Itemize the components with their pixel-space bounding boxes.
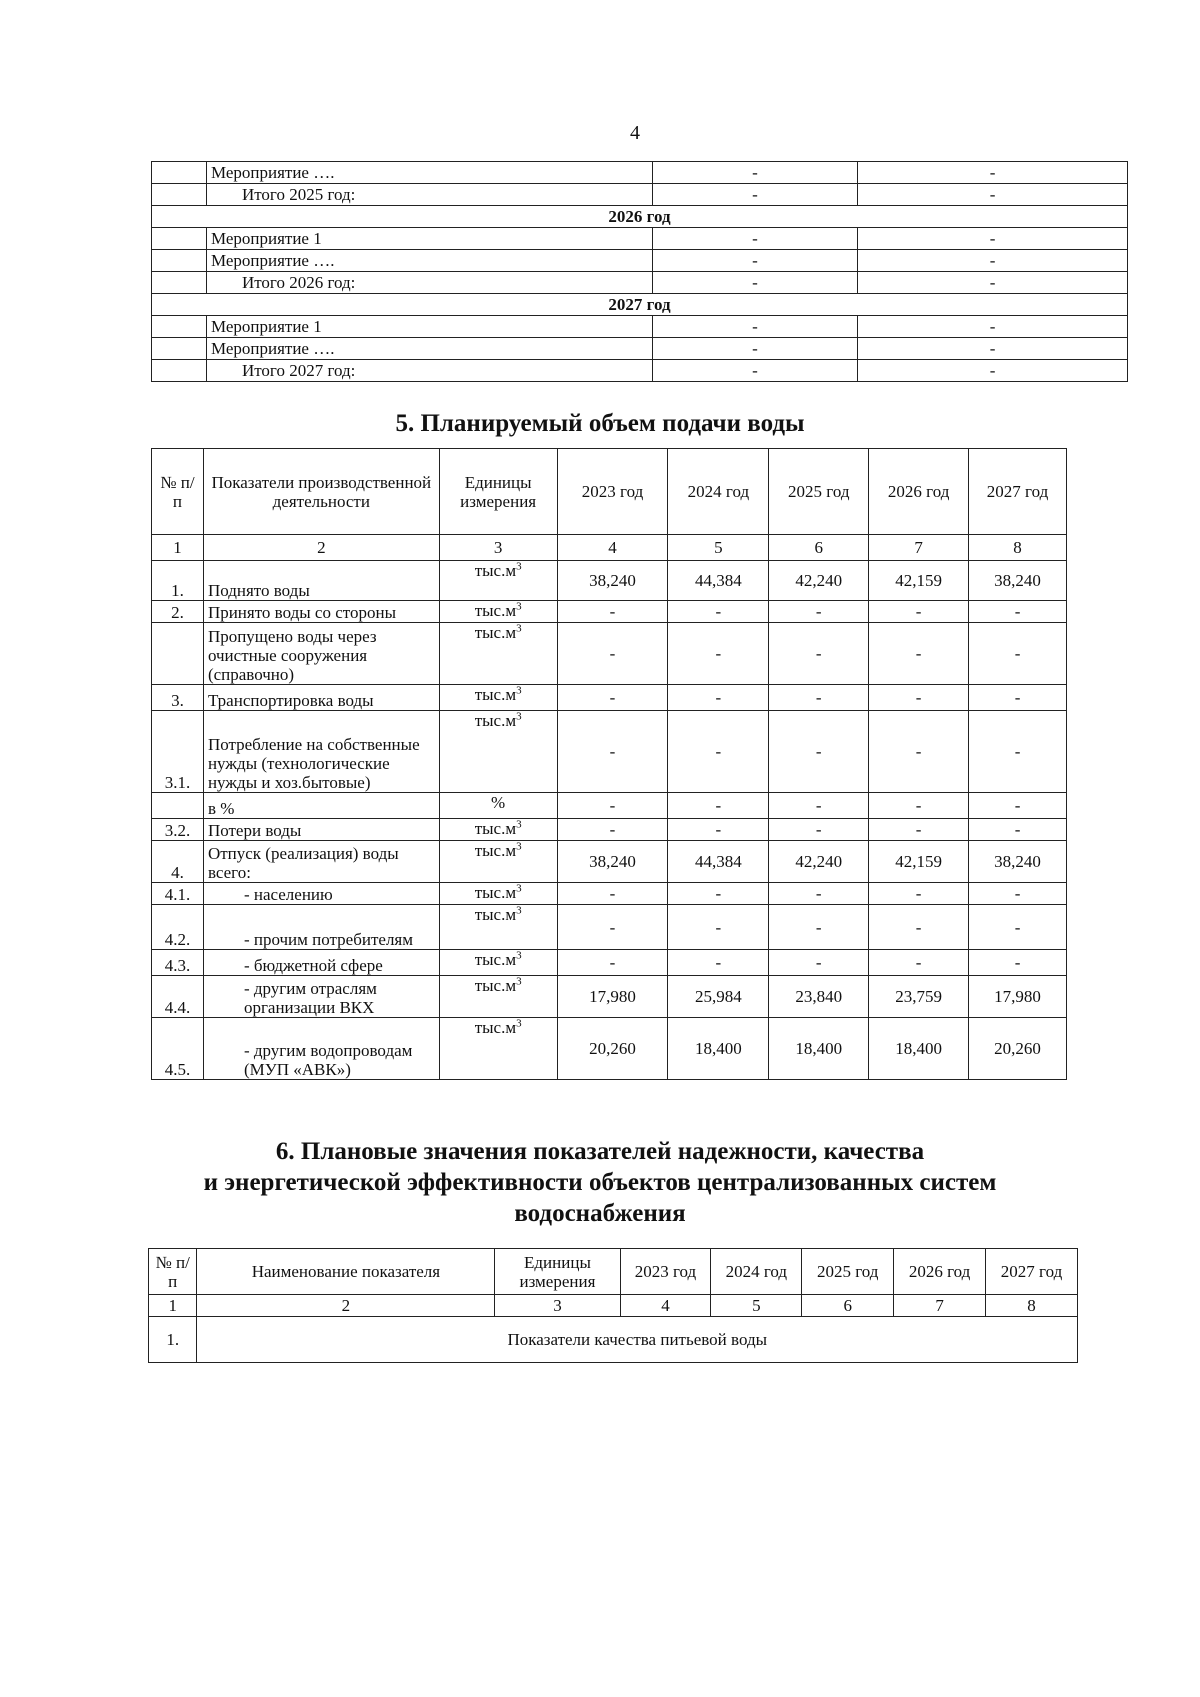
- value-cell: 38,240: [557, 561, 668, 601]
- value-cell: -: [652, 250, 858, 272]
- unit-text: тыс.м: [474, 685, 517, 704]
- value-cell: 18,400: [769, 1018, 869, 1080]
- value-cell: 23,840: [769, 976, 869, 1018]
- total-label: Итого 2026 год:: [206, 272, 652, 294]
- value-cell: 17,980: [557, 976, 668, 1018]
- row-number: 4.4.: [152, 976, 204, 1018]
- table-row: [152, 950, 1067, 976]
- water-supply-volume-table: [151, 448, 1067, 1080]
- row-number: 4.: [152, 841, 204, 883]
- value-cell: -: [668, 601, 769, 623]
- value-cell: 38,240: [969, 841, 1067, 883]
- header-2023: 2023 год: [620, 1249, 711, 1295]
- unit-cell: [439, 905, 557, 950]
- value-cell: -: [769, 793, 869, 819]
- value-cell: -: [969, 623, 1067, 685]
- value-cell: -: [969, 601, 1067, 623]
- table-row: [152, 841, 1067, 883]
- table-row: [152, 819, 1067, 841]
- empty-cell: [152, 338, 207, 360]
- empty-cell: [152, 184, 207, 206]
- empty-cell: [152, 316, 207, 338]
- value-cell: -: [557, 950, 668, 976]
- unit-cell: [439, 561, 557, 601]
- value-cell: -: [969, 793, 1067, 819]
- unit-text: %: [491, 793, 506, 812]
- row-number: 3.: [152, 685, 204, 711]
- column-number: 7: [869, 535, 969, 561]
- unit-cell: [439, 819, 557, 841]
- value-cell: 44,384: [668, 561, 769, 601]
- unit-text: тыс.м: [474, 601, 517, 620]
- table-row: [152, 316, 1128, 338]
- value-cell: -: [769, 685, 869, 711]
- empty-cell: [152, 250, 207, 272]
- unit-superscript: 3: [516, 904, 522, 917]
- header-indicator: Показатели производственной деятельности: [203, 449, 439, 535]
- indicator-name: Пропущено воды через очистные сооружения (справочно): [203, 623, 439, 685]
- unit-cell: [439, 711, 557, 793]
- column-number-row: [152, 535, 1067, 561]
- value-cell: -: [769, 711, 869, 793]
- unit-text: тыс.м: [474, 841, 517, 860]
- header-2026: 2026 год: [869, 449, 969, 535]
- header-2023: 2023 год: [557, 449, 668, 535]
- header-2025: 2025 год: [769, 449, 869, 535]
- value-cell: -: [869, 711, 969, 793]
- row-number: 2.: [152, 601, 204, 623]
- indicator-name: Транспортировка воды: [203, 685, 439, 711]
- table-row: [149, 1317, 1078, 1363]
- table-row: [152, 228, 1128, 250]
- header-2027: 2027 год: [986, 1249, 1078, 1295]
- header-no: № п/п: [152, 449, 204, 535]
- value-cell: 20,260: [557, 1018, 668, 1080]
- unit-superscript: 3: [516, 1017, 522, 1030]
- value-cell: -: [869, 905, 969, 950]
- measure-label: Мероприятие ….: [206, 250, 652, 272]
- year-row: [152, 206, 1128, 228]
- value-cell: -: [869, 685, 969, 711]
- table-header-row: [152, 449, 1067, 535]
- unit-text: тыс.м: [474, 883, 517, 902]
- unit-cell: [439, 976, 557, 1018]
- unit-text: тыс.м: [474, 561, 517, 580]
- unit-cell: [439, 601, 557, 623]
- unit-cell: [439, 685, 557, 711]
- indicator-name: в %: [203, 793, 439, 819]
- table-row: [152, 711, 1067, 793]
- value-cell: -: [769, 601, 869, 623]
- measure-label: Мероприятие ….: [206, 338, 652, 360]
- value-cell: 20,260: [969, 1018, 1067, 1080]
- unit-superscript: 3: [516, 949, 522, 962]
- value-cell: -: [668, 950, 769, 976]
- column-number: 8: [969, 535, 1067, 561]
- indicator-name: Поднято воды: [203, 561, 439, 601]
- value-cell: 25,984: [668, 976, 769, 1018]
- header-2025: 2025 год: [802, 1249, 894, 1295]
- column-number: 2: [197, 1295, 495, 1317]
- header-name: Наименование показателя: [197, 1249, 495, 1295]
- value-cell: -: [969, 905, 1067, 950]
- value-cell: -: [652, 184, 858, 206]
- page-number: 4: [630, 122, 640, 144]
- value-cell: -: [858, 184, 1128, 206]
- year-label: 2026 год: [152, 206, 1128, 228]
- column-number: 4: [557, 535, 668, 561]
- unit-superscript: 3: [516, 684, 522, 697]
- unit-superscript: 3: [516, 882, 522, 895]
- section-6-title-line-2: и энергетической эффективности объектов централизованных систем: [203, 1169, 997, 1196]
- value-cell: -: [869, 950, 969, 976]
- header-unit: Единицы измерения: [439, 449, 557, 535]
- indicator-name: - другим отраслям организации ВКХ: [203, 976, 439, 1018]
- value-cell: -: [769, 950, 869, 976]
- value-cell: -: [668, 623, 769, 685]
- value-cell: -: [557, 793, 668, 819]
- value-cell: -: [668, 905, 769, 950]
- value-cell: -: [858, 162, 1128, 184]
- value-cell: 42,240: [769, 561, 869, 601]
- measures-table-body: [152, 162, 1128, 382]
- table-header-row: [149, 1249, 1078, 1295]
- section-row-label: Показатели качества питьевой воды: [197, 1317, 1078, 1363]
- value-cell: -: [869, 883, 969, 905]
- header-2027: 2027 год: [969, 449, 1067, 535]
- section-6-title-line-1: 6. Плановые значения показателей надежности, качества: [275, 1138, 925, 1165]
- table-row: [152, 561, 1067, 601]
- value-cell: -: [969, 883, 1067, 905]
- table-row: [152, 162, 1128, 184]
- header-unit: Единицы измерения: [495, 1249, 620, 1295]
- value-cell: -: [858, 272, 1128, 294]
- row-number: 3.1.: [152, 711, 204, 793]
- total-label: Итого 2025 год:: [206, 184, 652, 206]
- value-cell: -: [858, 360, 1128, 382]
- value-cell: -: [652, 228, 858, 250]
- year-label: 2027 год: [152, 294, 1128, 316]
- row-number: [152, 623, 204, 685]
- value-cell: -: [869, 623, 969, 685]
- column-number: 1: [149, 1295, 197, 1317]
- unit-cell: [439, 1018, 557, 1080]
- value-cell: -: [858, 316, 1128, 338]
- indicator-name: Принято воды со стороны: [203, 601, 439, 623]
- water-supply-volume-table-body: [152, 449, 1067, 1080]
- value-cell: 44,384: [668, 841, 769, 883]
- empty-cell: [152, 162, 207, 184]
- row-number: 1.: [152, 561, 204, 601]
- column-number: 7: [894, 1295, 986, 1317]
- unit-text: тыс.м: [474, 976, 517, 995]
- unit-superscript: 3: [516, 622, 522, 635]
- value-cell: -: [769, 819, 869, 841]
- value-cell: 18,400: [668, 1018, 769, 1080]
- table-row: [152, 272, 1128, 294]
- quality-indicators-table: [148, 1248, 1078, 1363]
- value-cell: -: [668, 711, 769, 793]
- unit-cell: [439, 883, 557, 905]
- value-cell: -: [652, 272, 858, 294]
- measure-label: Мероприятие 1: [206, 228, 652, 250]
- empty-cell: [152, 360, 207, 382]
- value-cell: 42,159: [869, 561, 969, 601]
- indicator-name: - бюджетной сфере: [203, 950, 439, 976]
- value-cell: -: [652, 338, 858, 360]
- row-number: [152, 793, 204, 819]
- column-number: 5: [668, 535, 769, 561]
- table-row: [152, 976, 1067, 1018]
- unit-superscript: 3: [516, 600, 522, 613]
- indicator-name: Потери воды: [203, 819, 439, 841]
- value-cell: -: [668, 883, 769, 905]
- table-row: [152, 793, 1067, 819]
- column-number: 1: [152, 535, 204, 561]
- value-cell: 18,400: [869, 1018, 969, 1080]
- table-row: [152, 883, 1067, 905]
- table-row: [152, 360, 1128, 382]
- value-cell: -: [769, 883, 869, 905]
- unit-cell: [439, 793, 557, 819]
- header-2024: 2024 год: [668, 449, 769, 535]
- row-number: 4.3.: [152, 950, 204, 976]
- column-number: 6: [802, 1295, 894, 1317]
- value-cell: -: [969, 711, 1067, 793]
- unit-cell: [439, 841, 557, 883]
- empty-cell: [152, 272, 207, 294]
- indicator-name: - другим водопроводам (МУП «АВК»): [203, 1018, 439, 1080]
- column-number: 6: [769, 535, 869, 561]
- column-number: 8: [986, 1295, 1078, 1317]
- indicator-name: - населению: [203, 883, 439, 905]
- value-cell: 23,759: [869, 976, 969, 1018]
- value-cell: -: [858, 250, 1128, 272]
- table-row: [152, 601, 1067, 623]
- value-cell: -: [869, 793, 969, 819]
- measure-label: Мероприятие 1: [206, 316, 652, 338]
- column-number: 5: [711, 1295, 802, 1317]
- value-cell: -: [969, 950, 1067, 976]
- unit-text: тыс.м: [474, 1018, 517, 1037]
- unit-text: тыс.м: [474, 819, 517, 838]
- unit-cell: [439, 950, 557, 976]
- row-number: 3.2.: [152, 819, 204, 841]
- value-cell: -: [557, 905, 668, 950]
- section-5-title: 5. Планируемый объем подачи воды: [395, 410, 805, 437]
- column-number: 4: [620, 1295, 711, 1317]
- unit-superscript: 3: [516, 710, 522, 723]
- value-cell: -: [858, 338, 1128, 360]
- unit-text: тыс.м: [474, 711, 517, 730]
- value-cell: 38,240: [969, 561, 1067, 601]
- value-cell: -: [668, 685, 769, 711]
- empty-cell: [152, 228, 207, 250]
- value-cell: -: [969, 819, 1067, 841]
- column-number: 3: [439, 535, 557, 561]
- value-cell: -: [557, 623, 668, 685]
- value-cell: -: [668, 819, 769, 841]
- row-number: 1.: [149, 1317, 197, 1363]
- column-number: 2: [203, 535, 439, 561]
- unit-text: тыс.м: [474, 950, 517, 969]
- table-row: [152, 250, 1128, 272]
- unit-text: тыс.м: [474, 905, 517, 924]
- value-cell: -: [869, 819, 969, 841]
- value-cell: 38,240: [557, 841, 668, 883]
- section-6-title: [0, 1136, 1200, 1229]
- section-6-title-line-3: водоснабжения: [514, 1200, 686, 1227]
- value-cell: -: [557, 685, 668, 711]
- value-cell: -: [557, 711, 668, 793]
- row-number: 4.1.: [152, 883, 204, 905]
- unit-superscript: 3: [516, 560, 522, 573]
- year-row: [152, 294, 1128, 316]
- value-cell: -: [557, 883, 668, 905]
- header-no: № п/п: [149, 1249, 197, 1295]
- header-2026: 2026 год: [894, 1249, 986, 1295]
- value-cell: -: [858, 228, 1128, 250]
- table-row: [152, 338, 1128, 360]
- value-cell: 17,980: [969, 976, 1067, 1018]
- indicator-name: Потребление на собственные нужды (технологические нужды и хоз.бытовые): [203, 711, 439, 793]
- table-row: [152, 1018, 1067, 1080]
- column-number-row: [149, 1295, 1078, 1317]
- row-number: 4.2.: [152, 905, 204, 950]
- value-cell: -: [557, 819, 668, 841]
- table-row: [152, 184, 1128, 206]
- measure-label: Мероприятие ….: [206, 162, 652, 184]
- value-cell: -: [652, 360, 858, 382]
- indicator-name: Отпуск (реализация) воды всего:: [203, 841, 439, 883]
- value-cell: -: [557, 601, 668, 623]
- header-2024: 2024 год: [711, 1249, 802, 1295]
- value-cell: -: [652, 316, 858, 338]
- table-row: [152, 685, 1067, 711]
- value-cell: 42,240: [769, 841, 869, 883]
- column-number: 3: [495, 1295, 620, 1317]
- unit-cell: [439, 623, 557, 685]
- value-cell: 42,159: [869, 841, 969, 883]
- measures-table: [151, 161, 1128, 382]
- unit-superscript: 3: [516, 818, 522, 831]
- value-cell: -: [869, 601, 969, 623]
- value-cell: -: [969, 685, 1067, 711]
- indicator-name: - прочим потребителям: [203, 905, 439, 950]
- unit-superscript: 3: [516, 840, 522, 853]
- value-cell: -: [668, 793, 769, 819]
- value-cell: -: [769, 623, 869, 685]
- value-cell: -: [769, 905, 869, 950]
- table-row: [152, 623, 1067, 685]
- value-cell: -: [652, 162, 858, 184]
- total-label: Итого 2027 год:: [206, 360, 652, 382]
- unit-text: тыс.м: [474, 623, 517, 642]
- row-number: 4.5.: [152, 1018, 204, 1080]
- table-row: [152, 905, 1067, 950]
- unit-superscript: 3: [516, 975, 522, 988]
